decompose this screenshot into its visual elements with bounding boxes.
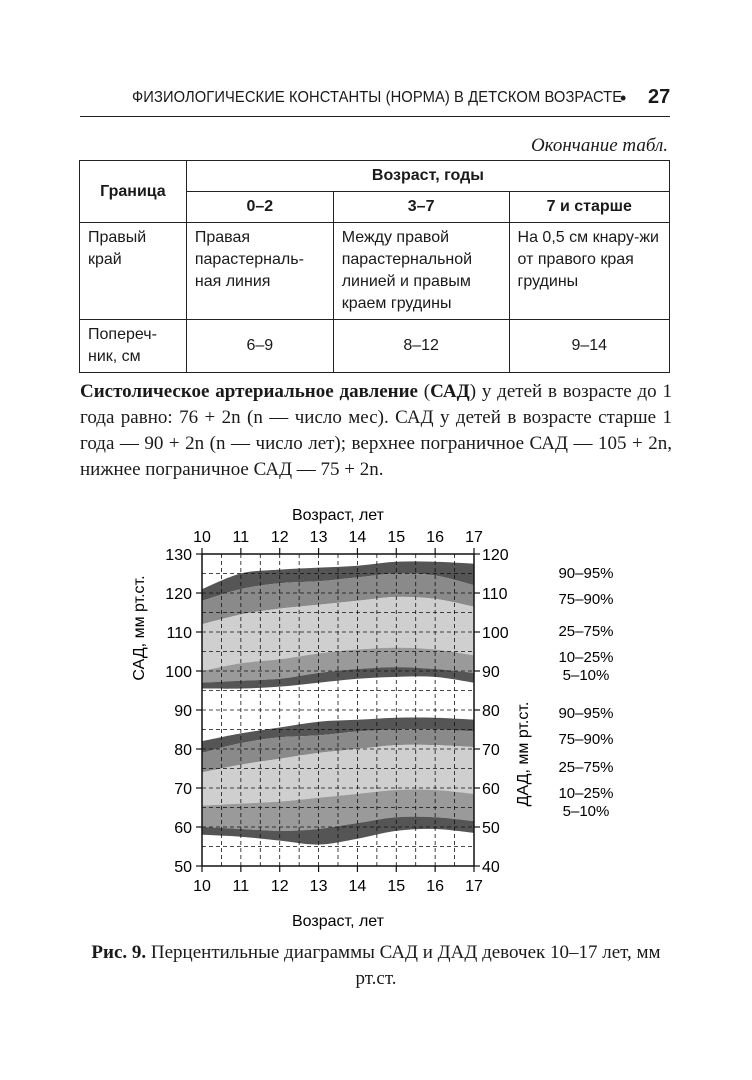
age-group-7-plus: 7 и старше	[509, 192, 669, 223]
dad-band-label: 25–75%	[558, 759, 614, 776]
x-bottom-tick-label: 12	[270, 878, 289, 895]
running-header-title: ФИЗИОЛОГИЧЕСКИЕ КОНСТАНТЫ (НОРМА) В ДЕТСКОМ ВОЗРАСТЕ	[132, 89, 623, 106]
x-bottom-tick-label: 10	[193, 878, 211, 895]
x-top-tick-label: 14	[348, 529, 367, 546]
table-cell: 8–12	[333, 320, 509, 373]
x-top-tick-label: 10	[193, 529, 211, 546]
col-header-border: Граница	[80, 161, 187, 223]
y-left-tick-label: 70	[174, 781, 192, 798]
x-bottom-tick-label: 14	[348, 878, 367, 895]
sad-band-label: 5–10%	[562, 667, 610, 684]
dad-band-label: 75–90%	[558, 731, 614, 748]
figure-caption-text: Перцентильные диаграммы САД и ДАД девочек 10–17 лет, мм рт.ст.	[146, 942, 661, 989]
y-left-tick-label: 110	[166, 625, 192, 642]
y-left-tick-label: 50	[174, 859, 192, 876]
sad-abbr: САД	[430, 381, 470, 402]
sad-band-label: 90–95%	[558, 565, 614, 582]
sad-band-label: 75–90%	[558, 591, 614, 608]
y-left-tick-label: 60	[174, 820, 192, 837]
y-right-tick-label: 120	[482, 547, 509, 564]
sad-paragraph	[80, 379, 672, 483]
y-left-tick-label: 130	[165, 547, 192, 564]
y-right-tick-label: 80	[482, 703, 500, 720]
y-right-tick-label: 50	[482, 820, 500, 837]
x-axis-top-label: Возраст, лет	[292, 507, 384, 524]
y-right-tick-label: 60	[482, 781, 500, 798]
row-label-right-border: Правый край	[80, 223, 187, 320]
x-bottom-tick-label: 17	[465, 878, 483, 895]
x-top-tick-label: 12	[270, 529, 289, 546]
col-header-age: Возраст, годы	[186, 161, 669, 192]
y-axis-left-label: САД, мм рт.ст.	[131, 575, 148, 681]
table-cell: 6–9	[186, 320, 333, 373]
sad-band-label: 10–25%	[558, 649, 614, 666]
percentile-chart	[110, 498, 630, 938]
table-cell: На 0,5 см кнару-жи от правого края грудины	[509, 223, 669, 320]
band-labels	[558, 565, 613, 820]
row-label-diameter: Попереч-ник, см	[80, 320, 187, 373]
figure-caption	[80, 940, 672, 992]
x-bottom-tick-label: 16	[426, 878, 445, 895]
table-row	[80, 223, 670, 320]
table-continuation-caption: Окончание табл.	[530, 135, 668, 156]
x-top-tick-label: 15	[387, 529, 406, 546]
x-axis-bottom-label: Возраст, лет	[292, 913, 384, 930]
y-right-tick-label: 100	[482, 625, 509, 642]
figure-label: Рис. 9.	[91, 942, 147, 963]
table-cell: Между правой парастернальной линией и правым краем грудины	[333, 223, 509, 320]
page-number: 27	[648, 86, 671, 108]
y-right-tick-label: 90	[482, 664, 500, 681]
y-left-tick-label: 80	[174, 742, 192, 759]
y-right-tick-label: 70	[482, 742, 500, 759]
y-right-tick-label: 40	[482, 859, 500, 876]
sad-paragraph-text: ) у детей в возрасте до 1 года равно: 76 + 2n (n — число мес). САД у детей в возрасте старше 1 года — 90 + 2n (n — число лет); верхнее пограничное САД — 105 + 2n, нижнее пограничное САД — 75 + 2n.	[80, 381, 672, 480]
table-cell: 9–14	[509, 320, 669, 373]
running-header	[80, 86, 670, 117]
x-top-tick-label: 11	[232, 529, 250, 546]
x-bottom-tick-label: 13	[309, 878, 328, 895]
y-left-tick-label: 90	[174, 703, 192, 720]
x-top-tick-label: 16	[426, 529, 445, 546]
dad-band-label: 90–95%	[558, 705, 614, 722]
age-group-3-7: 3–7	[333, 192, 509, 223]
dad-band-label: 10–25%	[558, 785, 614, 802]
running-header-bullet: •	[620, 88, 627, 108]
x-top-tick-label: 13	[309, 529, 328, 546]
y-left-tick-label: 100	[165, 664, 192, 681]
x-bottom-tick-label: 15	[387, 878, 406, 895]
y-right-tick-label: 110	[482, 586, 508, 603]
x-top-tick-label: 17	[465, 529, 483, 546]
y-axis-right-label: ДАД, мм рт.ст.	[515, 701, 532, 807]
y-left-tick-label: 120	[165, 586, 192, 603]
x-bottom-tick-label: 11	[232, 878, 250, 895]
age-group-0-2: 0–2	[186, 192, 333, 223]
table-header-row	[80, 161, 670, 192]
sad-band-label: 25–75%	[558, 623, 614, 640]
table-row	[80, 320, 670, 373]
heart-border-table	[79, 160, 670, 373]
dad-band-label: 5–10%	[562, 803, 610, 820]
sad-open-paren: (	[418, 381, 431, 402]
table-cell: Правая парастерналь-ная линия	[186, 223, 333, 320]
sad-term: Систолическое артериальное давление	[80, 381, 418, 402]
